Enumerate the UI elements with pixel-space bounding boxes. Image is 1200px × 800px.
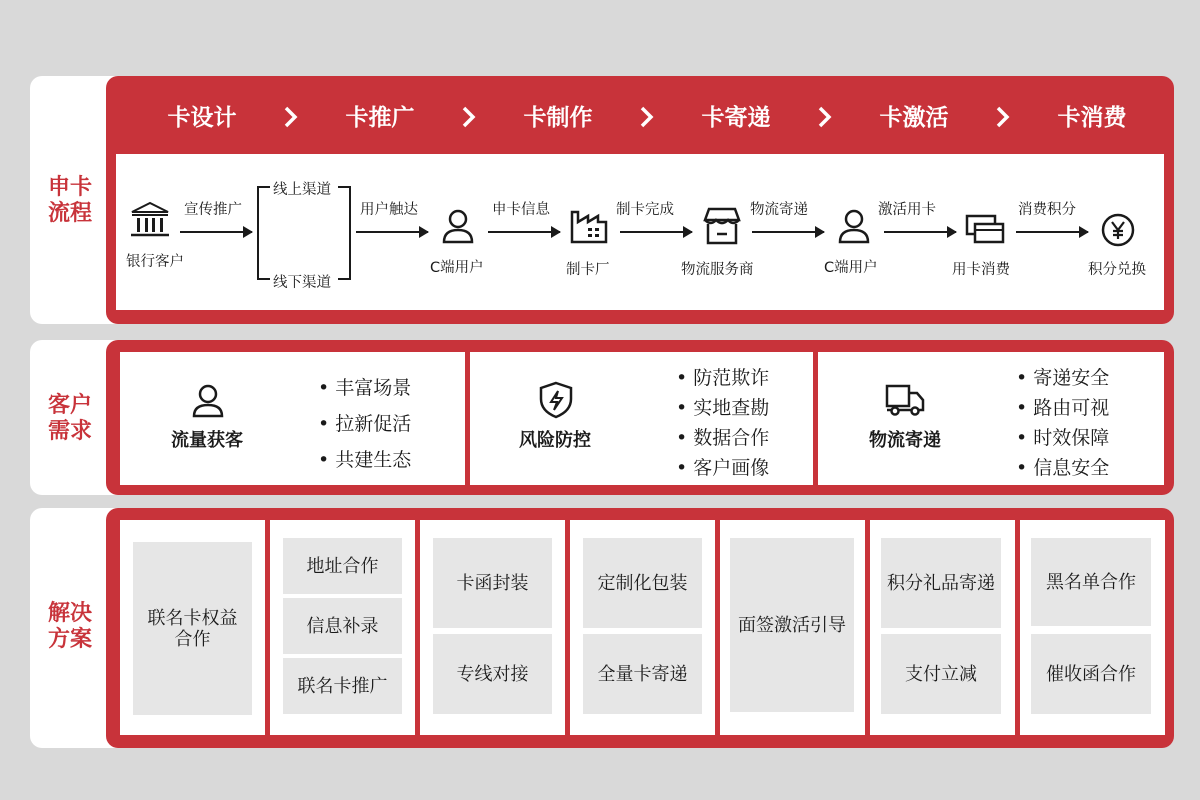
need-title-risk: 风险防控: [519, 430, 591, 451]
chevron-right-icon: [461, 106, 477, 128]
solution-box: 信息补录: [283, 598, 402, 654]
need-card-logistics: [818, 352, 1164, 485]
chevron-right-icon: [639, 106, 655, 128]
solution-box: 面签激活引导: [730, 538, 854, 712]
need-item: • 路由可视: [1016, 393, 1109, 420]
node-card-factory: 制卡厂: [566, 262, 610, 278]
need-item: • 防范欺诈: [676, 363, 769, 390]
truck-icon: [885, 383, 925, 417]
solution-box: 地址合作: [283, 538, 402, 594]
need-item: • 信息安全: [1016, 453, 1109, 480]
node-logistics-provider: 物流服务商: [681, 262, 754, 278]
bank-icon: [128, 200, 172, 240]
label-online-channel: 线上渠道: [273, 182, 331, 198]
stage-card-design: 卡设计: [167, 105, 237, 131]
label-promotion: 宣传推广: [184, 202, 242, 218]
user-icon: [441, 208, 475, 244]
need-item: • 实地查勘: [676, 393, 769, 420]
arrow-activate-card: [884, 231, 956, 233]
label-apply-info: 申卡信息: [492, 202, 550, 218]
label-user-reach: 用户触达: [360, 202, 418, 218]
user-icon: [837, 208, 871, 244]
factory-icon: [570, 208, 608, 244]
arrow-consume-points: [1016, 231, 1088, 233]
label-offline-channel: 线下渠道: [273, 275, 331, 291]
need-item: • 拉新促活: [318, 409, 411, 436]
node-c-user-2: C端用户: [824, 260, 878, 276]
node-c-user-1: C端用户: [430, 260, 484, 276]
node-points-redeem: 积分兑换: [1088, 262, 1146, 278]
card-icon: [965, 214, 1005, 246]
solution-box: 支付立减: [881, 634, 1001, 714]
need-title-traffic: 流量获客: [171, 430, 243, 451]
section-label-needs: 客户 需求: [47, 393, 92, 444]
solution-box: 联名卡权益 合作: [133, 542, 252, 715]
shield-icon: [538, 381, 574, 419]
need-item: • 数据合作: [676, 423, 769, 450]
need-card-traffic: [120, 352, 465, 485]
section-label-solutions: 解决 方案: [47, 601, 92, 652]
store-icon: [701, 206, 743, 246]
need-item: • 客户画像: [676, 453, 769, 480]
stage-card-production: 卡制作: [523, 105, 593, 131]
need-title-logistics: 物流寄递: [869, 430, 941, 451]
solution-box: 卡函封装: [433, 538, 552, 628]
label-logistics-mail: 物流寄递: [750, 202, 808, 218]
solution-box: 定制化包装: [583, 538, 702, 628]
solution-box: 全量卡寄递: [583, 634, 702, 714]
solution-box: 黑名单合作: [1031, 538, 1151, 626]
solution-box: 积分礼品寄递: [881, 538, 1001, 628]
chevron-right-icon: [817, 106, 833, 128]
chevron-right-icon: [283, 106, 299, 128]
solution-box: 催收函合作: [1031, 634, 1151, 714]
stage-card-delivery: 卡寄递: [701, 105, 771, 131]
stage-card-activation: 卡激活: [879, 105, 949, 131]
node-card-consume: 用卡消费: [952, 262, 1010, 278]
label-activate-card: 激活用卡: [878, 202, 936, 218]
arrow-logistics-mail: [752, 231, 824, 233]
arrow-apply-info: [488, 231, 560, 233]
node-bank-customer: 银行客户: [126, 254, 184, 270]
stage-card-promotion: 卡推广: [345, 105, 415, 131]
yuan-icon: [1101, 213, 1135, 247]
label-card-made: 制卡完成: [616, 202, 674, 218]
need-item: • 寄递安全: [1016, 363, 1109, 390]
need-item: • 丰富场景: [318, 373, 411, 400]
chevron-right-icon: [995, 106, 1011, 128]
arrow-promotion: [180, 231, 252, 233]
solution-box: 专线对接: [433, 634, 552, 714]
user-icon: [191, 384, 225, 418]
solution-box: 联名卡推广: [283, 658, 402, 714]
stage-card-consumption: 卡消费: [1057, 105, 1127, 131]
label-consume-points: 消费积分: [1018, 202, 1076, 218]
need-item: • 共建生态: [318, 445, 411, 472]
arrow-card-made: [620, 231, 692, 233]
need-item: • 时效保障: [1016, 423, 1109, 450]
section-label-apply: 申卡 流程: [47, 175, 92, 226]
arrow-user-reach: [356, 231, 428, 233]
